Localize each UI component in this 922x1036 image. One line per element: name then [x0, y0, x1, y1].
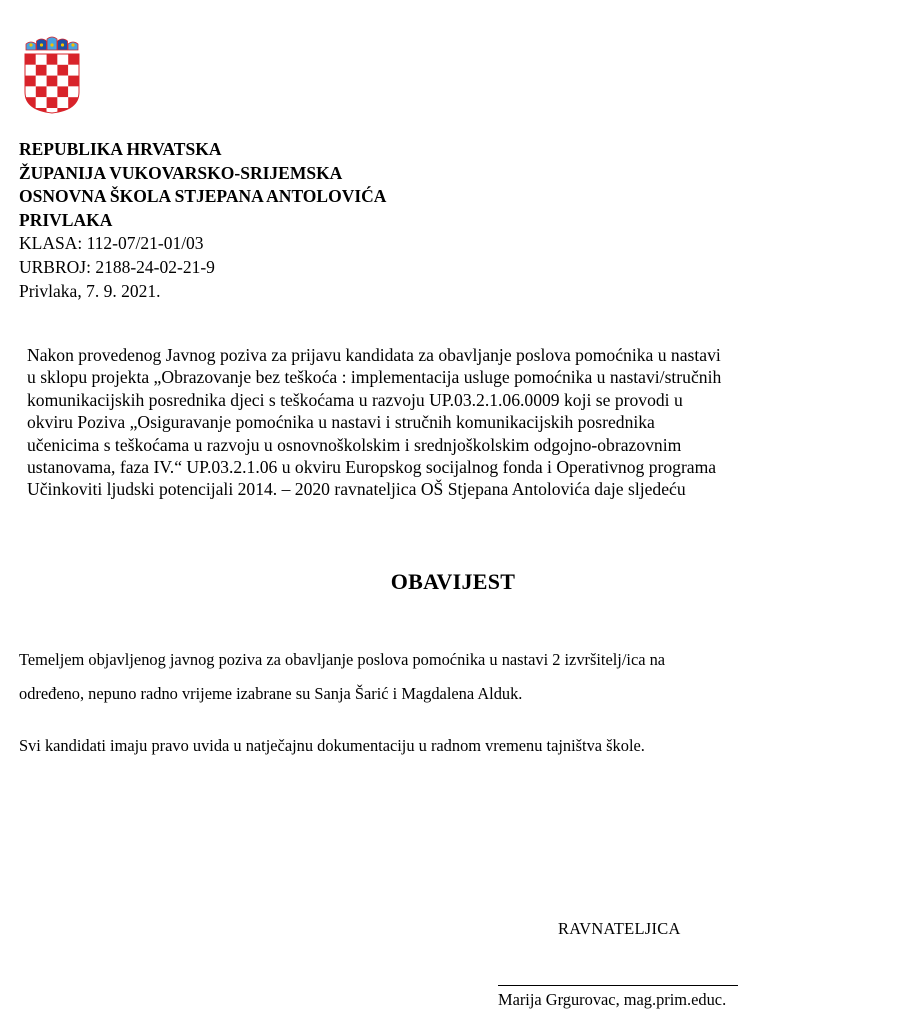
signatory-name: Marija Grgurovac, mag.prim.educ. [498, 990, 727, 1009]
selection-line: Temeljem objavljenog javnog poziva za obavljanje poslova pomoćnika u nastavi 2 izvršitelj/ica na [19, 650, 666, 669]
signature-line [498, 985, 738, 986]
documentation-paragraph: Svi kandidati imaju pravo uvida u natječajnu dokumentaciju u radnom vremenu tajništva škole. [19, 736, 645, 755]
intro-line: komunikacijskih posrednika djeci s teškoćama u razvoju UP.03.2.1.06.0009 koji se provodi u [27, 389, 683, 410]
selection-line: određeno, nepuno radno vrijeme izabrane su Sanja Šarić i Magdalena Alduk. [19, 684, 523, 703]
intro-line: učenicima s teškoćama u razvoju u osnovnoškolskim i srednjoškolskim odgojno-obrazovnim [27, 434, 682, 455]
intro-paragraph [27, 344, 897, 501]
letterhead-country: REPUBLIKA HRVATSKA [19, 139, 222, 159]
letterhead-town: PRIVLAKA [19, 209, 113, 230]
intro-line: okviru Poziva „Osiguravanje pomoćnika u nastavi i stručnih komunikacijskih posrednika [27, 412, 655, 433]
letterhead-county: ŽUPANIJA VUKOVARSKO-SRIJEMSKA [19, 162, 343, 183]
croatian-coat-of-arms-icon [22, 34, 82, 114]
selection-paragraph [19, 643, 665, 711]
klasa: KLASA: 112-07/21-01/03 [19, 233, 204, 254]
urbroj: URBROJ: 2188-24-02-21-9 [19, 256, 215, 277]
signatory-role: RAVNATELJICA [558, 919, 681, 938]
place-date: Privlaka, 7. 9. 2021. [19, 280, 161, 301]
letterhead [19, 138, 386, 303]
intro-line: Učinkoviti ljudski potencijali 2014. – 2020 ravnateljica OŠ Stjepana Antolovića daje sljedeću [27, 479, 686, 500]
intro-line: Nakon provedenog Javnog poziva za prijavu kandidata za obavljanje poslova pomoćnika u nastavi [27, 345, 721, 365]
letterhead-school: OSNOVNA ŠKOLA STJEPANA ANTOLOVIĆA [19, 186, 387, 207]
intro-line: u sklopu projekta „Obrazovanje bez teškoća : implementacija usluge pomoćnika u nastavi/stručnih [27, 367, 722, 388]
intro-line: ustanovama, faza IV.“ UP.03.2.1.06 u okviru Europskog socijalnog fonda i Operativnog programa [27, 457, 717, 478]
notice-title: OBAVIJEST [390, 569, 516, 594]
